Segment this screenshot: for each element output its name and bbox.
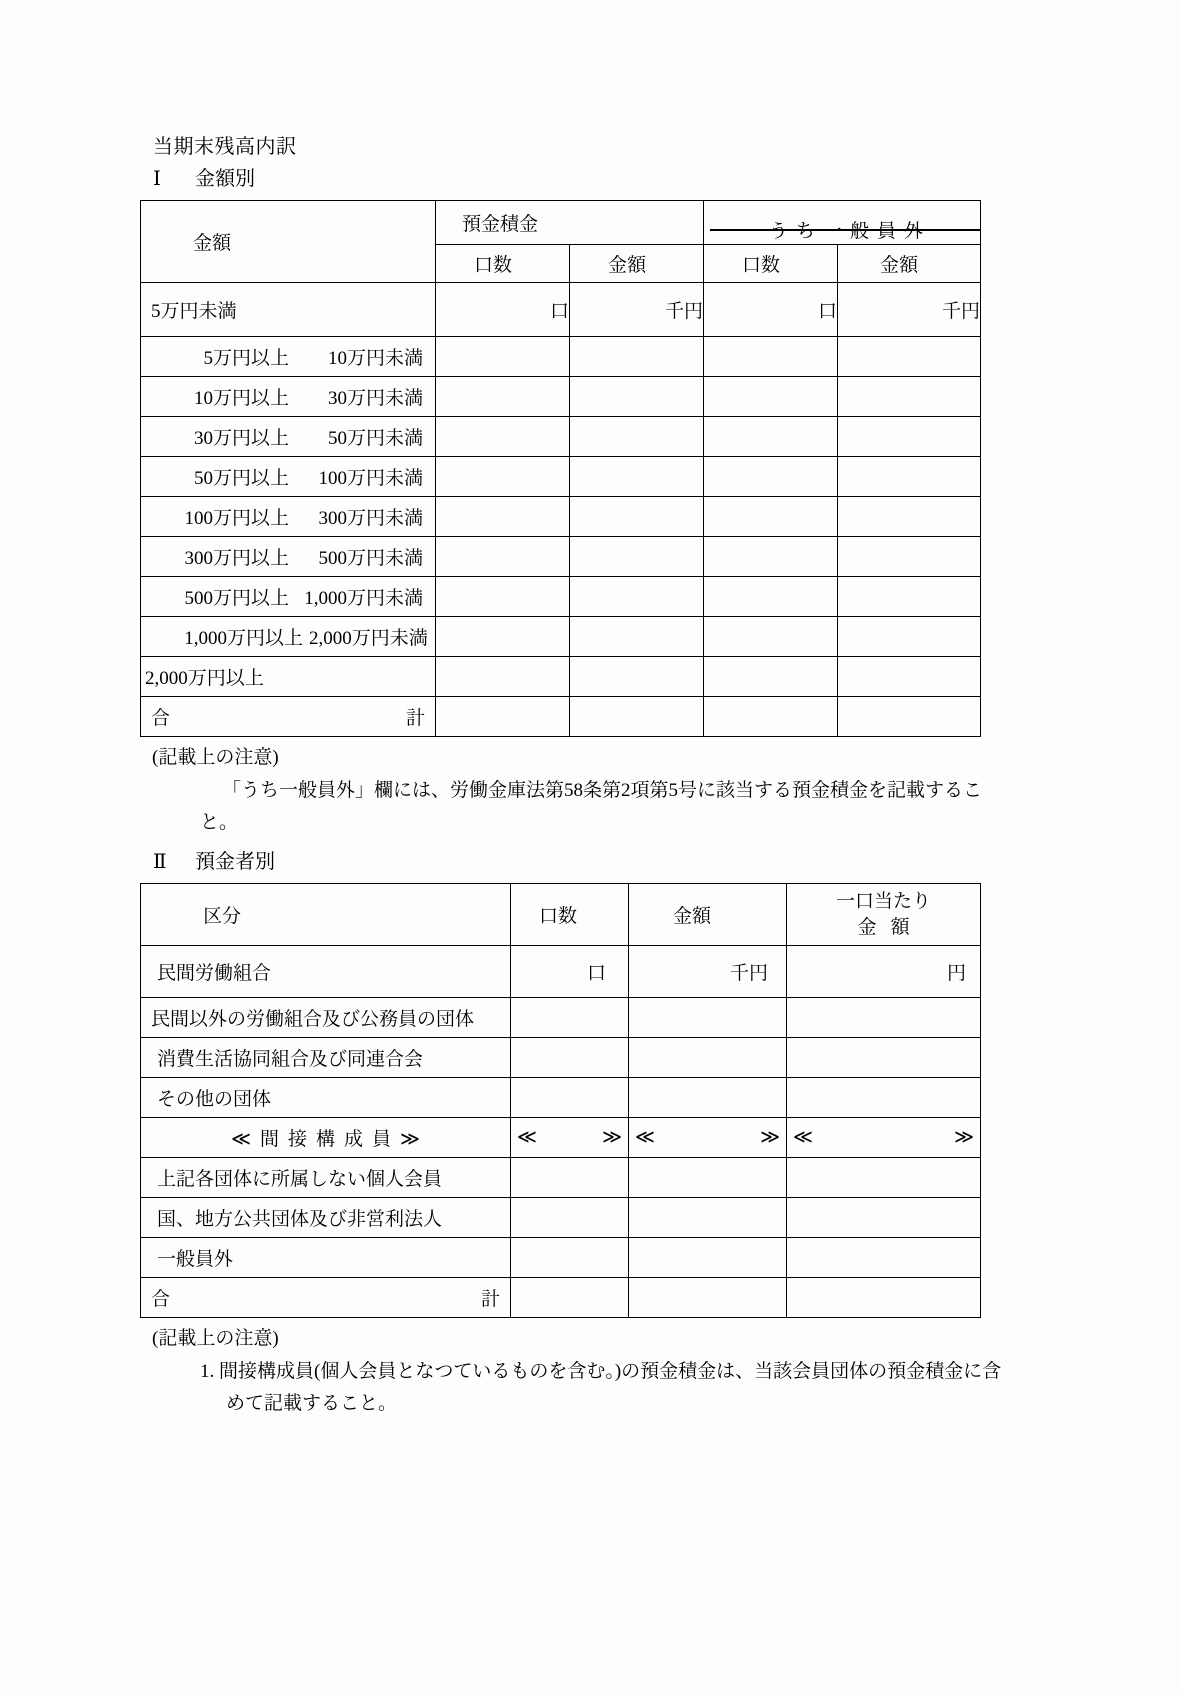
table-row: [141, 998, 981, 1038]
table-row-indirect-members: [141, 1118, 981, 1158]
cell-kuchi-6[interactable]: [511, 1198, 629, 1238]
cell-unit-amount-5[interactable]: [787, 1158, 981, 1198]
cell-kuchi-3[interactable]: [511, 1078, 629, 1118]
header-kubun-cell: [141, 884, 511, 946]
header-kuchi-nonmember-label: 口数: [742, 255, 781, 276]
row-label-cell: [141, 1238, 511, 1278]
amount-range-hi: 1,000万円未満: [304, 588, 423, 609]
cell-kuchi-nonmember-3[interactable]: [704, 417, 838, 457]
cell-total-kingaku[interactable]: [629, 1278, 787, 1318]
cell-kingaku-deposit-2[interactable]: [570, 377, 704, 417]
cell-kingaku-2[interactable]: [629, 1038, 787, 1078]
amount-range-0: [141, 296, 435, 323]
cell-kingaku-6[interactable]: [629, 1198, 787, 1238]
header-deposit-label: 預金積金: [462, 214, 539, 235]
bracket-open-unit-amount: ≪: [793, 1127, 813, 1148]
cell-kuchi-nonmember-7[interactable]: [704, 577, 838, 617]
header-kuchi-cell: [511, 884, 629, 946]
cell-kuchi-deposit-4[interactable]: [436, 457, 570, 497]
cell-unit-amount-3[interactable]: [787, 1078, 981, 1118]
cell-unit-amount-1[interactable]: [787, 998, 981, 1038]
amount-range-lo: 300万円以上: [184, 548, 289, 569]
header-unit-amount-block: [787, 889, 980, 941]
total-label-left: 合: [151, 1289, 171, 1310]
amount-range-6: [141, 543, 435, 570]
total-label: [141, 703, 435, 730]
header-kingaku-deposit-label: 金額: [608, 255, 647, 276]
cell-unit-amount-7[interactable]: [787, 1238, 981, 1278]
cell-kingaku-deposit-6[interactable]: [570, 537, 704, 577]
cell-kingaku-deposit-1[interactable]: [570, 337, 704, 377]
cell-kingaku-nonmember-9[interactable]: [838, 657, 981, 697]
bracket-close-unit-amount: ≫: [954, 1127, 974, 1148]
table-row: [141, 1078, 981, 1118]
cell-kingaku-deposit-7[interactable]: [570, 577, 704, 617]
header-kubun-label: 区分: [203, 906, 242, 927]
depositor-label-7: 一般員外: [157, 1249, 234, 1270]
bracket-pair-kuchi: [511, 1126, 628, 1149]
amount-range-lo: 100万円以上: [184, 508, 289, 529]
cell-total-unit-amount[interactable]: [787, 1278, 981, 1318]
bracket-close-kingaku: ≫: [760, 1127, 780, 1148]
section-2-note-heading: (記載上の注意): [152, 1328, 279, 1349]
section-1-heading: [153, 164, 980, 194]
cell-total-kuchi-nonmember[interactable]: [704, 697, 838, 737]
cell-kuchi-nonmember-1[interactable]: [704, 337, 838, 377]
amount-range-lo: 30万円以上: [193, 428, 289, 449]
cell-kuchi-deposit-8[interactable]: [436, 617, 570, 657]
cell-kuchi-nonmember-0[interactable]: 口: [704, 283, 838, 337]
cell-kuchi-deposit-1[interactable]: [436, 337, 570, 377]
cell-kuchi-nonmember-5[interactable]: [704, 497, 838, 537]
amount-range-hi: 100万円未満: [318, 468, 423, 489]
cell-kingaku-nonmember-8[interactable]: [838, 617, 981, 657]
depositor-label-6: 国、地方公共団体及び非営利法人: [157, 1209, 443, 1230]
table-row: [141, 337, 981, 377]
cell-kingaku-deposit-8[interactable]: [570, 617, 704, 657]
section-2-numeral: Ⅱ: [153, 851, 167, 873]
amount-range-2: [141, 383, 435, 410]
row-label-cell: [141, 1158, 511, 1198]
amount-range-9: [141, 663, 435, 690]
depositor-label-3: その他の団体: [157, 1089, 272, 1110]
cell-kingaku-deposit-4[interactable]: [570, 457, 704, 497]
cell-total-kuchi-deposit[interactable]: [436, 697, 570, 737]
document-content: [140, 132, 1002, 1420]
depositor-label-1: 民間以外の労働組合及び公務員の団体: [151, 1009, 475, 1030]
amount-range-lo: 2,000万円以上: [145, 668, 264, 689]
row-label-cell: [141, 283, 436, 337]
header-kingaku-nonmember-label: 金額: [880, 255, 919, 276]
amount-range-4: [141, 463, 435, 490]
table-row: [141, 283, 981, 337]
cell-kingaku-7[interactable]: [629, 1238, 787, 1278]
header-kingaku-nonmember: [838, 245, 981, 283]
table-row: [141, 657, 981, 697]
cell-kingaku-nonmember-1[interactable]: [838, 337, 981, 377]
cell-kingaku-deposit-9[interactable]: [570, 657, 704, 697]
row-label-cell: [141, 946, 511, 998]
cell-kuchi-nonmember-9[interactable]: [704, 657, 838, 697]
row-label-cell: [141, 337, 436, 377]
amount-range-lo: 10万円以上: [193, 388, 289, 409]
header-kuchi-deposit-label: 口数: [474, 255, 513, 276]
row-label-cell: [141, 1038, 511, 1078]
amount-range-hi: 50万円未満: [327, 428, 423, 449]
header-kingaku-label: 金額: [673, 906, 712, 927]
cell-kuchi-7[interactable]: [511, 1238, 629, 1278]
section-1-note-heading: (記載上の注意): [152, 747, 279, 768]
table-row: [141, 417, 981, 457]
amount-range-3: [141, 423, 435, 450]
cell-kuchi-nonmember-4[interactable]: [704, 457, 838, 497]
section-1-label: 金額別: [195, 168, 255, 190]
amount-range-7: [141, 583, 435, 610]
header-kingaku-deposit: [570, 245, 704, 283]
cell-kuchi-deposit-9[interactable]: [436, 657, 570, 697]
table-row: [141, 497, 981, 537]
cell-kingaku-nonmember-7[interactable]: [838, 577, 981, 617]
bracket-open-label: ≪: [231, 1129, 251, 1150]
total-label-right: 計: [480, 1289, 500, 1310]
cell-kuchi-nonmember-2[interactable]: [704, 377, 838, 417]
depositor-label-4: 間接構成員: [259, 1129, 400, 1150]
header-unit-amount-line2: 金額: [857, 916, 924, 938]
depositor-label-0: 民間労働組合: [157, 963, 272, 984]
amount-range-lo: 5万円以上: [203, 348, 289, 369]
cell-kuchi-deposit-0[interactable]: 口: [436, 283, 570, 337]
table-total-row: [141, 1278, 981, 1318]
section-1-numeral: Ⅰ: [153, 168, 161, 190]
cell-kingaku-0[interactable]: 千円: [629, 946, 787, 998]
cell-kingaku-nonmember-5[interactable]: [838, 497, 981, 537]
header-kingaku-cell: [629, 884, 787, 946]
bracket-pair-unit-amount: [787, 1126, 980, 1149]
amount-breakdown-table: [140, 200, 981, 737]
cell-kingaku-nonmember-6[interactable]: [838, 537, 981, 577]
row-label-cell: [141, 657, 436, 697]
section-2-label: 預金者別: [195, 851, 275, 873]
header-nonmember-label: うち一般員外: [769, 221, 932, 242]
table1-header-row-1: [141, 201, 981, 245]
row-label-cell: [141, 1078, 511, 1118]
cell-kuchi-deposit-7[interactable]: [436, 577, 570, 617]
table-row: [141, 946, 981, 998]
row-label-cell: [141, 1118, 511, 1158]
cell-kingaku-nonmember-3[interactable]: [838, 417, 981, 457]
cell-unit-amount-0[interactable]: 円: [787, 946, 981, 998]
row-label-cell: [141, 497, 436, 537]
row-label-cell: [141, 1198, 511, 1238]
cell-unit-amount-4[interactable]: [787, 1118, 981, 1158]
amount-range-lo: 1,000万円以上: [184, 628, 303, 649]
header-kuchi-nonmember: [704, 245, 838, 283]
header-nonmember-group: [704, 201, 981, 245]
depositor-breakdown-table: [140, 883, 981, 1318]
cell-kuchi-deposit-2[interactable]: [436, 377, 570, 417]
total-label-cell: [141, 1278, 511, 1318]
row-label-cell: [141, 998, 511, 1038]
header-kuchi-label: 口数: [539, 906, 578, 927]
table-row: [141, 1238, 981, 1278]
cell-kuchi-2[interactable]: [511, 1038, 629, 1078]
table-total-row: [141, 697, 981, 737]
bracket-close-label: ≫: [400, 1129, 420, 1150]
amount-range-hi: 500万円未満: [318, 548, 423, 569]
cell-kuchi-nonmember-8[interactable]: [704, 617, 838, 657]
amount-range-lo: 500万円以上: [184, 588, 289, 609]
cell-kingaku-nonmember-4[interactable]: [838, 457, 981, 497]
section-2-heading: [153, 847, 980, 877]
row-label-cell: [141, 577, 436, 617]
cell-kingaku-nonmember-2[interactable]: [838, 377, 981, 417]
cell-kuchi-deposit-5[interactable]: [436, 497, 570, 537]
row-label-cell: [141, 377, 436, 417]
table-row: [141, 537, 981, 577]
cell-kingaku-nonmember-0[interactable]: 千円: [838, 283, 981, 337]
cell-kingaku-4[interactable]: [629, 1118, 787, 1158]
amount-range-8: [141, 623, 435, 650]
cell-kuchi-nonmember-6[interactable]: [704, 537, 838, 577]
cell-unit-amount-6[interactable]: [787, 1198, 981, 1238]
table-row: [141, 1158, 981, 1198]
amount-range-hi: 10万円未満: [327, 348, 423, 369]
cell-total-kingaku-nonmember[interactable]: [838, 697, 981, 737]
amount-range-hi: 30万円未満: [327, 388, 423, 409]
header-amount-label: 金額: [193, 233, 232, 254]
page-title: 当期末残高内訳: [153, 136, 297, 158]
cell-kuchi-0[interactable]: 口: [511, 946, 629, 998]
bracket-pair-kingaku: [629, 1126, 786, 1149]
cell-kingaku-5[interactable]: [629, 1158, 787, 1198]
section-1-note-body: 「うち一般員外」欄には、労働金庫法第58条第2項第5号に該当する預金積金を記載すること。: [200, 780, 983, 833]
total-label: [141, 1284, 510, 1311]
cell-kuchi-5[interactable]: [511, 1158, 629, 1198]
depositor-label-4-wrapper: [141, 1124, 510, 1151]
header-kuchi-deposit: [436, 245, 570, 283]
header-unit-amount-line1: 一口当たり: [835, 890, 931, 912]
total-label-left: 合: [151, 708, 171, 729]
section-2-note-body: 1. 間接構成員(個人会員となつているものを含む。)の預金積金は、当該会員団体の預金積金に含めて記載すること。: [200, 1361, 1002, 1414]
cell-kingaku-3[interactable]: [629, 1078, 787, 1118]
cell-kuchi-deposit-6[interactable]: [436, 537, 570, 577]
cell-kuchi-4[interactable]: [511, 1118, 629, 1158]
amount-range-lo: 5万円未満: [151, 301, 237, 322]
table-row: [141, 1038, 981, 1078]
table2-header-row: [141, 884, 981, 946]
table-row: [141, 1198, 981, 1238]
total-label-right: 計: [405, 708, 425, 729]
depositor-label-2: 消費生活協同組合及び同連合会: [157, 1049, 424, 1070]
cell-unit-amount-2[interactable]: [787, 1038, 981, 1078]
cell-total-kingaku-deposit[interactable]: [570, 697, 704, 737]
cell-kingaku-1[interactable]: [629, 998, 787, 1038]
cell-kingaku-deposit-5[interactable]: [570, 497, 704, 537]
row-label-cell: [141, 457, 436, 497]
amount-range-lo: 50万円以上: [193, 468, 289, 489]
amount-range-hi: 300万円未満: [318, 508, 423, 529]
depositor-label-5: 上記各団体に所属しない個人会員: [157, 1169, 443, 1190]
bracket-open-kuchi: ≪: [517, 1127, 537, 1148]
header-amount-cell: [141, 201, 436, 283]
row-label-cell: [141, 537, 436, 577]
row-label-cell: [141, 417, 436, 457]
header-deposit-group: [436, 201, 704, 245]
table-row: [141, 577, 981, 617]
cell-kingaku-deposit-3[interactable]: [570, 417, 704, 457]
amount-range-5: [141, 503, 435, 530]
bracket-close-kuchi: ≫: [602, 1127, 622, 1148]
total-label-cell: [141, 697, 436, 737]
nonmember-inset-box: [710, 221, 981, 242]
table-row: [141, 617, 981, 657]
bracket-open-kingaku: ≪: [635, 1127, 655, 1148]
cell-kuchi-deposit-3[interactable]: [436, 417, 570, 457]
cell-total-kuchi[interactable]: [511, 1278, 629, 1318]
row-label-cell: [141, 617, 436, 657]
cell-kingaku-deposit-0[interactable]: 千円: [570, 283, 704, 337]
table-row: [141, 377, 981, 417]
cell-kuchi-1[interactable]: [511, 998, 629, 1038]
amount-range-hi: 2,000万円未満: [309, 628, 428, 649]
table-row: [141, 457, 981, 497]
header-unit-amount-cell: [787, 884, 981, 946]
amount-range-1: [141, 343, 435, 370]
